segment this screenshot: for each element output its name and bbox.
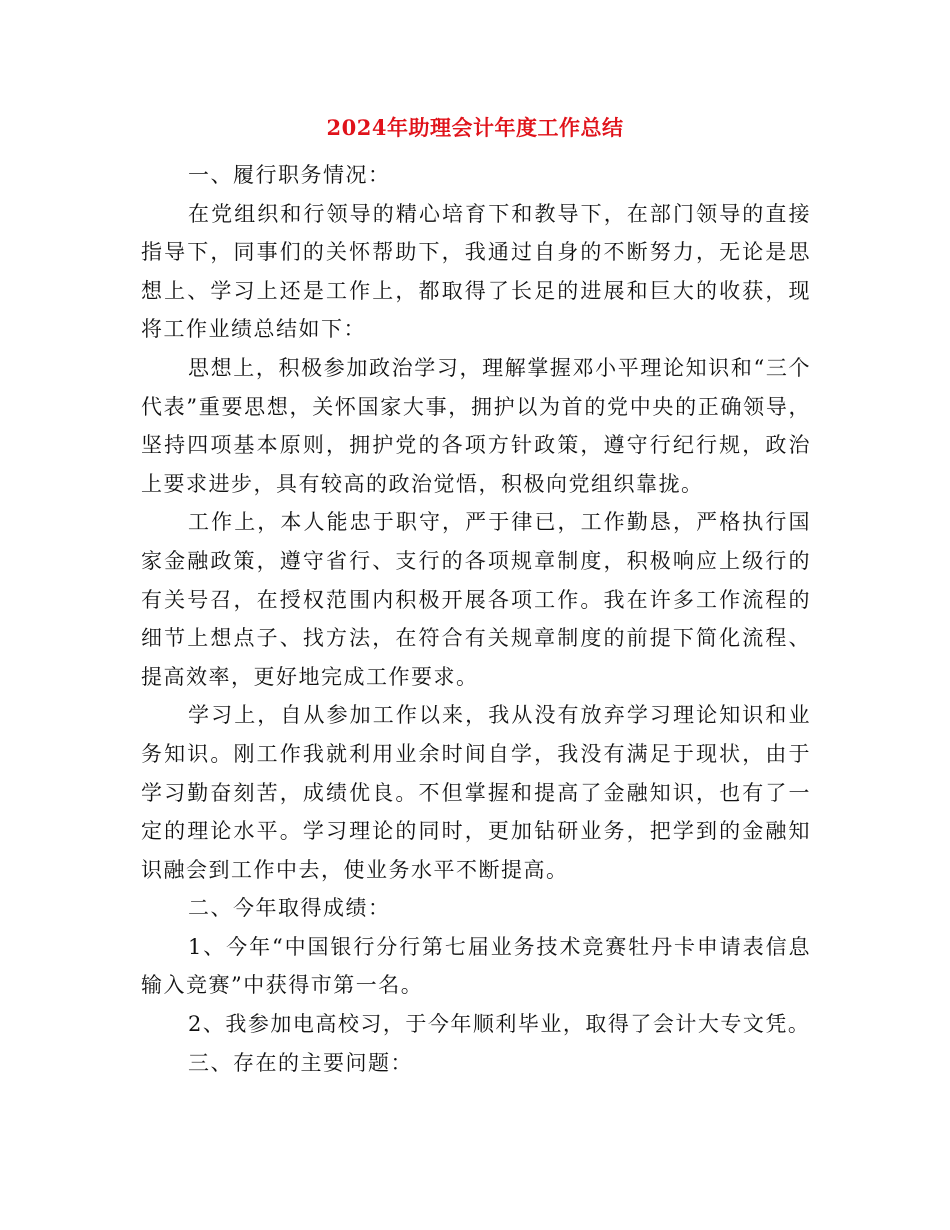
paragraph-work: 工作上，本人能忠于职守，严于律已，工作勤恳，严格执行国家金融政策，遵守省行、支行的各项规章制度，积极响应上级行的有关号召，在授权范围内积极开展各项工作。我在许多工作流程的细节上想点子、找方法，在符合有关规章制度的前提下简化流程、提高效率，更好地完成工作要求。	[141, 510, 811, 689]
achievement-item-1: 1、今年“中国银行分行第七届业务技术竞赛牡丹卡申请表信息输入竞赛”中获得市第一名。	[141, 934, 811, 998]
section-heading-problems: 三、存在的主要问题：	[188, 1050, 413, 1075]
paragraph-intro: 在党组织和行领导的精心培育下和教导下，在部门领导的直接指导下，同事们的关怀帮助下，我通过自身的不断努力，无论是思想上、学习上还是工作上，都取得了长足的进展和巨大的收获，现将工作业绩总结如下：	[141, 201, 811, 342]
section-heading-achievements: 二、今年取得成绩：	[188, 896, 391, 921]
document-body	[141, 156, 811, 1082]
section-heading-duties: 一、履行职务情况：	[188, 163, 391, 187]
paragraph-ideology: 思想上，积极参加政治学习，理解掌握邓小平理论知识和“三个代表”重要思想，关怀国家大事，拥护以为首的党中央的正确领导，坚持四项基本原则，拥护党的各项方针政策，遵守行纪行规，政治上要求进步，具有较高的政治觉悟，积极向党组织靠拢。	[141, 355, 811, 496]
document-title: 2024年助理会计年度工作总结	[326, 115, 624, 140]
paragraph-study: 学习上，自从参加工作以来，我从没有放弃学习理论知识和业务知识。刚工作我就利用业余时间自学，我没有满足于现状，由于学习勤奋刻苦，成绩优良。不但掌握和提高了金融知识，也有了一定的理论水平。学习理论的同时，更加钻研业务，把学到的金融知识融会到工作中去，使业务水平不断提高。	[141, 703, 811, 882]
achievement-item-2: 2、我参加电高校习，于今年顺利毕业，取得了会计大专文凭。	[188, 1012, 811, 1037]
